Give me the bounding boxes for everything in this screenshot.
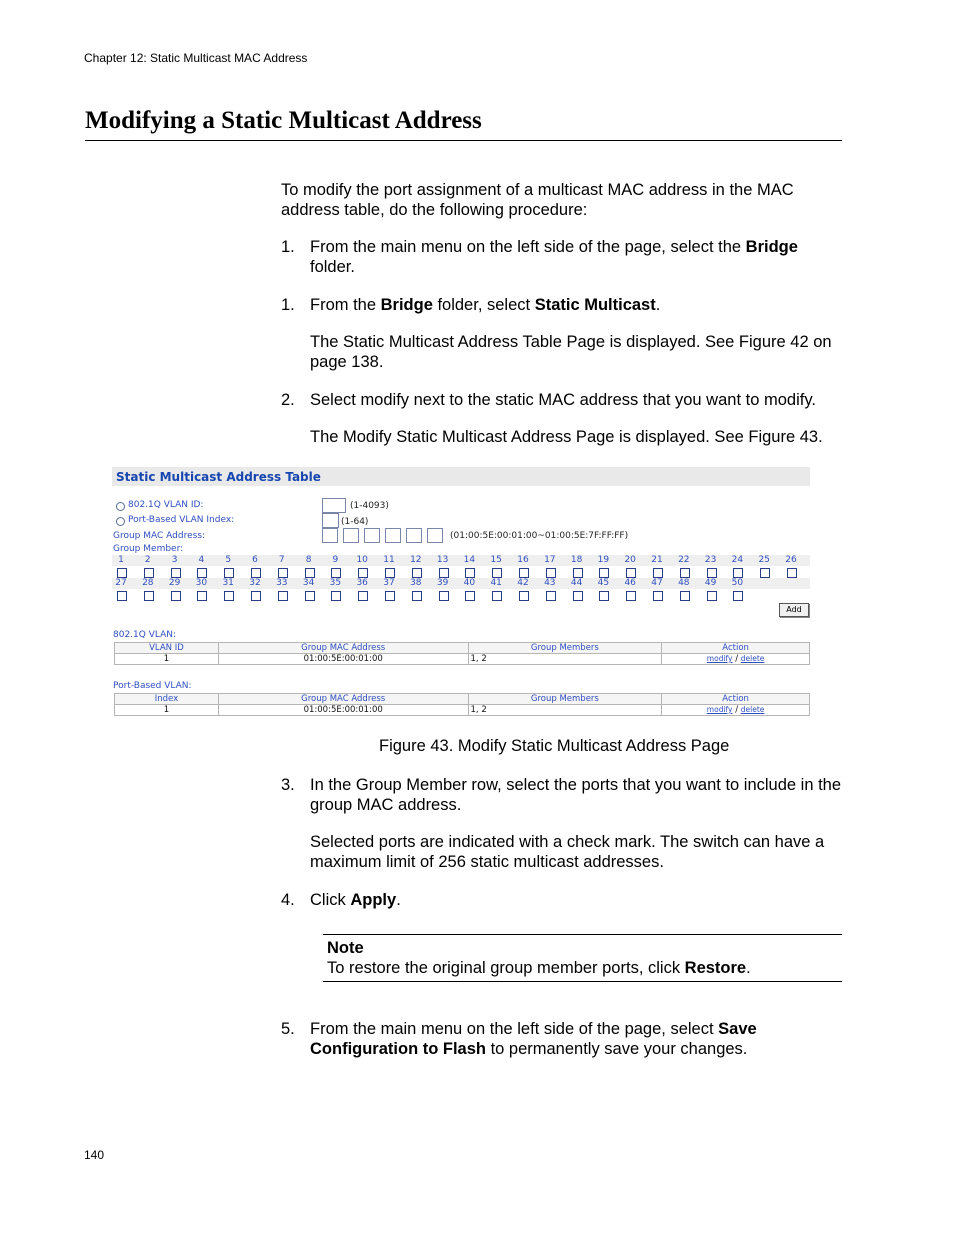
step-text bbox=[310, 1019, 845, 1059]
port-42-checkbox[interactable] bbox=[519, 591, 529, 601]
mac-octet-4-input[interactable] bbox=[385, 528, 401, 543]
port-2-checkbox[interactable] bbox=[144, 568, 154, 578]
group-mac-cell: 01:00:5E:00:01:00 bbox=[218, 705, 468, 716]
port-number-label: 36 bbox=[356, 578, 368, 588]
step-text bbox=[310, 237, 845, 277]
port-23-checkbox[interactable] bbox=[707, 568, 717, 578]
port-47-checkbox[interactable] bbox=[653, 591, 663, 601]
port-number-label: 13 bbox=[436, 555, 449, 565]
port-number-label: 6 bbox=[252, 555, 258, 565]
port-31-checkbox[interactable] bbox=[224, 591, 234, 601]
port-number-label: 9 bbox=[332, 555, 339, 565]
bold-term: Bridge bbox=[380, 296, 433, 314]
action-separator: / bbox=[735, 705, 739, 715]
port-number-label: 15 bbox=[490, 555, 502, 565]
vlan-id-range: (1-4093) bbox=[350, 501, 389, 511]
delete-link[interactable]: delete bbox=[740, 705, 765, 714]
port-14-checkbox[interactable] bbox=[465, 568, 475, 578]
port-36-checkbox[interactable] bbox=[358, 591, 368, 601]
port-number-label: 12 bbox=[410, 555, 422, 565]
title-rule bbox=[85, 140, 842, 141]
text-run: folder. bbox=[310, 258, 355, 276]
step-result-text bbox=[310, 832, 845, 872]
port-37-checkbox[interactable] bbox=[385, 591, 395, 601]
table-row bbox=[115, 705, 810, 716]
port-5-checkbox[interactable] bbox=[224, 568, 234, 578]
port-number-label: 2 bbox=[144, 555, 151, 565]
port-number-label: 23 bbox=[704, 555, 717, 565]
port-33-checkbox[interactable] bbox=[278, 591, 288, 601]
port-number-label: 18 bbox=[570, 555, 583, 565]
vlan-id-radio[interactable] bbox=[116, 502, 125, 511]
port-number-label: 37 bbox=[383, 578, 395, 588]
port-number-label: 8 bbox=[305, 555, 312, 565]
running-head: Chapter 12: Static Multicast MAC Address bbox=[84, 51, 308, 65]
figure-screenshot bbox=[110, 463, 812, 719]
column-header: Group MAC Address bbox=[218, 694, 468, 705]
step-number: 2. bbox=[281, 391, 295, 409]
step-result-text bbox=[310, 427, 845, 447]
port-12-checkbox[interactable] bbox=[412, 568, 422, 578]
action-cell bbox=[662, 705, 810, 716]
port-number-label: 10 bbox=[356, 555, 368, 565]
text-run: The Modify Static Multicast Address Page is displayed. See Figure 43. bbox=[310, 428, 823, 446]
port-50-checkbox[interactable] bbox=[733, 591, 743, 601]
port-number-label: 46 bbox=[624, 578, 636, 588]
port-49-checkbox[interactable] bbox=[707, 591, 717, 601]
port-number-label: 40 bbox=[463, 578, 476, 588]
text-run: From the main menu on the left side of the page, select bbox=[310, 1020, 719, 1038]
port-number-label: 49 bbox=[704, 578, 717, 588]
port-28-checkbox[interactable] bbox=[144, 591, 154, 601]
modify-link[interactable]: modify bbox=[706, 705, 733, 714]
port-15-checkbox[interactable] bbox=[492, 568, 502, 578]
delete-link[interactable]: delete bbox=[740, 654, 765, 663]
port-1-checkbox[interactable] bbox=[117, 568, 127, 578]
port-3-checkbox[interactable] bbox=[171, 568, 181, 578]
column-header: Group Members bbox=[468, 643, 662, 654]
step-text bbox=[310, 890, 845, 910]
port-11-checkbox[interactable] bbox=[385, 568, 395, 578]
mac-octet-2-input[interactable] bbox=[343, 528, 359, 543]
port-4-checkbox[interactable] bbox=[197, 568, 207, 578]
figure-title-bar bbox=[112, 467, 810, 486]
action-cell bbox=[662, 654, 810, 665]
port-32-checkbox[interactable] bbox=[251, 591, 261, 601]
port-17-checkbox[interactable] bbox=[546, 568, 556, 578]
port-10-checkbox[interactable] bbox=[358, 568, 368, 578]
group-member-label: Group Member: bbox=[113, 544, 184, 554]
bold-term: Restore bbox=[684, 959, 747, 977]
port-7-checkbox[interactable] bbox=[278, 568, 288, 578]
port-44-checkbox[interactable] bbox=[573, 591, 583, 601]
port-vlan-radio[interactable] bbox=[116, 517, 125, 526]
port-21-checkbox[interactable] bbox=[653, 568, 663, 578]
port-number-label: 7 bbox=[278, 555, 285, 565]
text-run: Select modify next to the static MAC address that you want to modify. bbox=[310, 391, 816, 409]
port-number-label: 5 bbox=[225, 555, 232, 565]
column-header: Group Members bbox=[468, 694, 662, 705]
bold-term: Save Configuration to Flash bbox=[310, 1020, 757, 1058]
port-number-label: 20 bbox=[624, 555, 636, 565]
vlan-section-label: 802.1Q VLAN: bbox=[113, 630, 177, 640]
port-number-label: 43 bbox=[544, 578, 556, 588]
port-section-label: Port-Based VLAN: bbox=[113, 681, 192, 691]
text-run: From the main menu on the left side of the page, select the bbox=[310, 238, 746, 256]
add-button[interactable]: Add bbox=[779, 603, 809, 617]
text-run: . bbox=[396, 891, 401, 909]
group-mac-range: (01:00:5E:00:01:00~01:00:5E:7F:FF:FF) bbox=[450, 531, 629, 541]
port-number-label: 48 bbox=[678, 578, 690, 588]
port-number-label: 38 bbox=[410, 578, 422, 588]
port-number-label: 3 bbox=[171, 555, 178, 565]
port-vlan-table bbox=[114, 693, 810, 716]
step-number: 5. bbox=[281, 1020, 295, 1038]
port-29-checkbox[interactable] bbox=[171, 591, 181, 601]
port-number-label: 26 bbox=[785, 555, 797, 565]
port-number-label: 17 bbox=[544, 555, 556, 565]
note-box bbox=[323, 934, 842, 982]
text-run: To restore the original group member ports, click bbox=[327, 959, 685, 977]
port-number-label: 30 bbox=[195, 578, 208, 588]
text-run: Selected ports are indicated with a check mark. The switch can have a maximum limit of 256 static multicast addresses. bbox=[310, 833, 825, 871]
port-number-label: 27 bbox=[115, 578, 127, 588]
port-number-label: 4 bbox=[198, 555, 205, 565]
port-13-checkbox[interactable] bbox=[439, 568, 449, 578]
port-table-header bbox=[115, 694, 810, 705]
port-number-label: 42 bbox=[517, 578, 529, 588]
vlan-id-cell: 1 bbox=[115, 654, 219, 665]
group-members-cell: 1, 2 bbox=[468, 654, 662, 665]
port-38-checkbox[interactable] bbox=[412, 591, 422, 601]
port-30-checkbox[interactable] bbox=[197, 591, 207, 601]
port-number-label: 44 bbox=[570, 578, 583, 588]
step-text bbox=[310, 390, 845, 410]
port-number-label: 35 bbox=[329, 578, 342, 588]
port-25-checkbox[interactable] bbox=[760, 568, 770, 578]
port-number-label: 21 bbox=[651, 555, 663, 565]
table-row bbox=[115, 654, 810, 665]
mac-octet-1-input[interactable] bbox=[322, 528, 338, 543]
index-cell: 1 bbox=[115, 705, 219, 716]
port-27-checkbox[interactable] bbox=[117, 591, 127, 601]
port-26-checkbox[interactable] bbox=[787, 568, 797, 578]
port-number-label: 24 bbox=[731, 555, 744, 565]
figure-title: Static Multicast Address Table bbox=[116, 470, 321, 484]
port-number-label: 50 bbox=[731, 578, 744, 588]
port-48-checkbox[interactable] bbox=[680, 591, 690, 601]
port-number-label: 31 bbox=[222, 578, 234, 588]
vlan-table-header bbox=[115, 643, 810, 654]
port-number-label: 41 bbox=[490, 578, 502, 588]
port-number-label: 16 bbox=[517, 555, 529, 565]
port-number-label: 32 bbox=[249, 578, 261, 588]
port-number-label: 33 bbox=[276, 578, 288, 588]
text-run: folder, select bbox=[432, 296, 535, 314]
step-result-text bbox=[310, 332, 845, 372]
port-19-checkbox[interactable] bbox=[599, 568, 609, 578]
step-text bbox=[310, 295, 845, 315]
text-run: From the bbox=[310, 296, 381, 314]
column-header: Index bbox=[115, 694, 219, 705]
column-header: Group MAC Address bbox=[218, 643, 468, 654]
port-number-label: 39 bbox=[436, 578, 449, 588]
port-16-checkbox[interactable] bbox=[519, 568, 529, 578]
step-number: 1. bbox=[281, 238, 295, 256]
port-number-label: 28 bbox=[142, 578, 154, 588]
group-mac-label: Group MAC Address: bbox=[113, 531, 206, 541]
step-number: 4. bbox=[281, 891, 295, 909]
text-run: . bbox=[655, 296, 661, 314]
port-39-checkbox[interactable] bbox=[439, 591, 449, 601]
note-label: Note bbox=[327, 939, 364, 957]
text-run: In the Group Member row, select the ports that you want to include in the group MAC address. bbox=[310, 776, 842, 814]
text-run: The Static Multicast Address Table Page is displayed. See Figure 42 on page 138. bbox=[310, 333, 832, 371]
bold-term: Apply bbox=[350, 891, 397, 909]
column-header: Action bbox=[662, 643, 810, 654]
port-43-checkbox[interactable] bbox=[546, 591, 556, 601]
step-text bbox=[310, 775, 845, 815]
group-mac-cell: 01:00:5E:00:01:00 bbox=[218, 654, 468, 665]
text-run: . bbox=[746, 959, 751, 977]
port-number-label: 45 bbox=[597, 578, 610, 588]
mac-octet-6-input[interactable] bbox=[427, 528, 443, 543]
column-header: Action bbox=[662, 694, 810, 705]
port-number-label: 25 bbox=[758, 555, 770, 565]
port-8-checkbox[interactable] bbox=[305, 568, 315, 578]
column-header: VLAN ID bbox=[115, 643, 219, 654]
group-members-cell: 1, 2 bbox=[468, 705, 662, 716]
port-number-label: 14 bbox=[463, 555, 476, 565]
port-number-label: 22 bbox=[678, 555, 690, 565]
modify-link[interactable]: modify bbox=[706, 654, 733, 663]
port-18-checkbox[interactable] bbox=[573, 568, 583, 578]
vlan-table bbox=[114, 642, 810, 665]
bold-term: Bridge bbox=[745, 238, 798, 256]
intro-paragraph: To modify the port assignment of a multicast MAC address in the MAC address table, do the following procedure: bbox=[281, 181, 794, 219]
figure-caption: Figure 43. Modify Static Multicast Address Page bbox=[379, 737, 730, 755]
port-35-checkbox[interactable] bbox=[331, 591, 341, 601]
page-number: 140 bbox=[84, 1148, 105, 1162]
port-vlan-input[interactable] bbox=[322, 513, 339, 528]
port-vlan-label: Port-Based VLAN Index: bbox=[128, 515, 235, 525]
port-vlan-range: (1-64) bbox=[341, 517, 369, 527]
note-text bbox=[327, 959, 751, 978]
port-34-checkbox[interactable] bbox=[305, 591, 315, 601]
port-41-checkbox[interactable] bbox=[492, 591, 502, 601]
port-6-checkbox[interactable] bbox=[251, 568, 261, 578]
port-number-label: 11 bbox=[383, 555, 395, 565]
port-number-label: 47 bbox=[651, 578, 663, 588]
vlan-id-label: 802.1Q VLAN ID: bbox=[128, 500, 204, 510]
section-title: Modifying a Static Multicast Address bbox=[85, 107, 482, 134]
action-separator: / bbox=[735, 654, 739, 664]
step-number: 3. bbox=[281, 776, 295, 794]
port-number-label: 19 bbox=[597, 555, 610, 565]
port-24-checkbox[interactable] bbox=[733, 568, 743, 578]
port-9-checkbox[interactable] bbox=[331, 568, 341, 578]
bold-term: Static Multicast bbox=[534, 296, 656, 314]
text-run: to permanently save your changes. bbox=[485, 1040, 748, 1058]
port-40-checkbox[interactable] bbox=[465, 591, 475, 601]
port-45-checkbox[interactable] bbox=[599, 591, 609, 601]
port-20-checkbox[interactable] bbox=[626, 568, 636, 578]
vlan-id-input[interactable] bbox=[322, 498, 346, 513]
port-22-checkbox[interactable] bbox=[680, 568, 690, 578]
text-run: Click bbox=[310, 891, 351, 909]
mac-octet-3-input[interactable] bbox=[364, 528, 380, 543]
port-46-checkbox[interactable] bbox=[626, 591, 636, 601]
port-number-label: 34 bbox=[302, 578, 315, 588]
step-number: 1. bbox=[281, 296, 295, 314]
port-number-label: 1 bbox=[118, 555, 124, 565]
port-number-label: 29 bbox=[168, 578, 181, 588]
mac-octet-5-input[interactable] bbox=[406, 528, 422, 543]
